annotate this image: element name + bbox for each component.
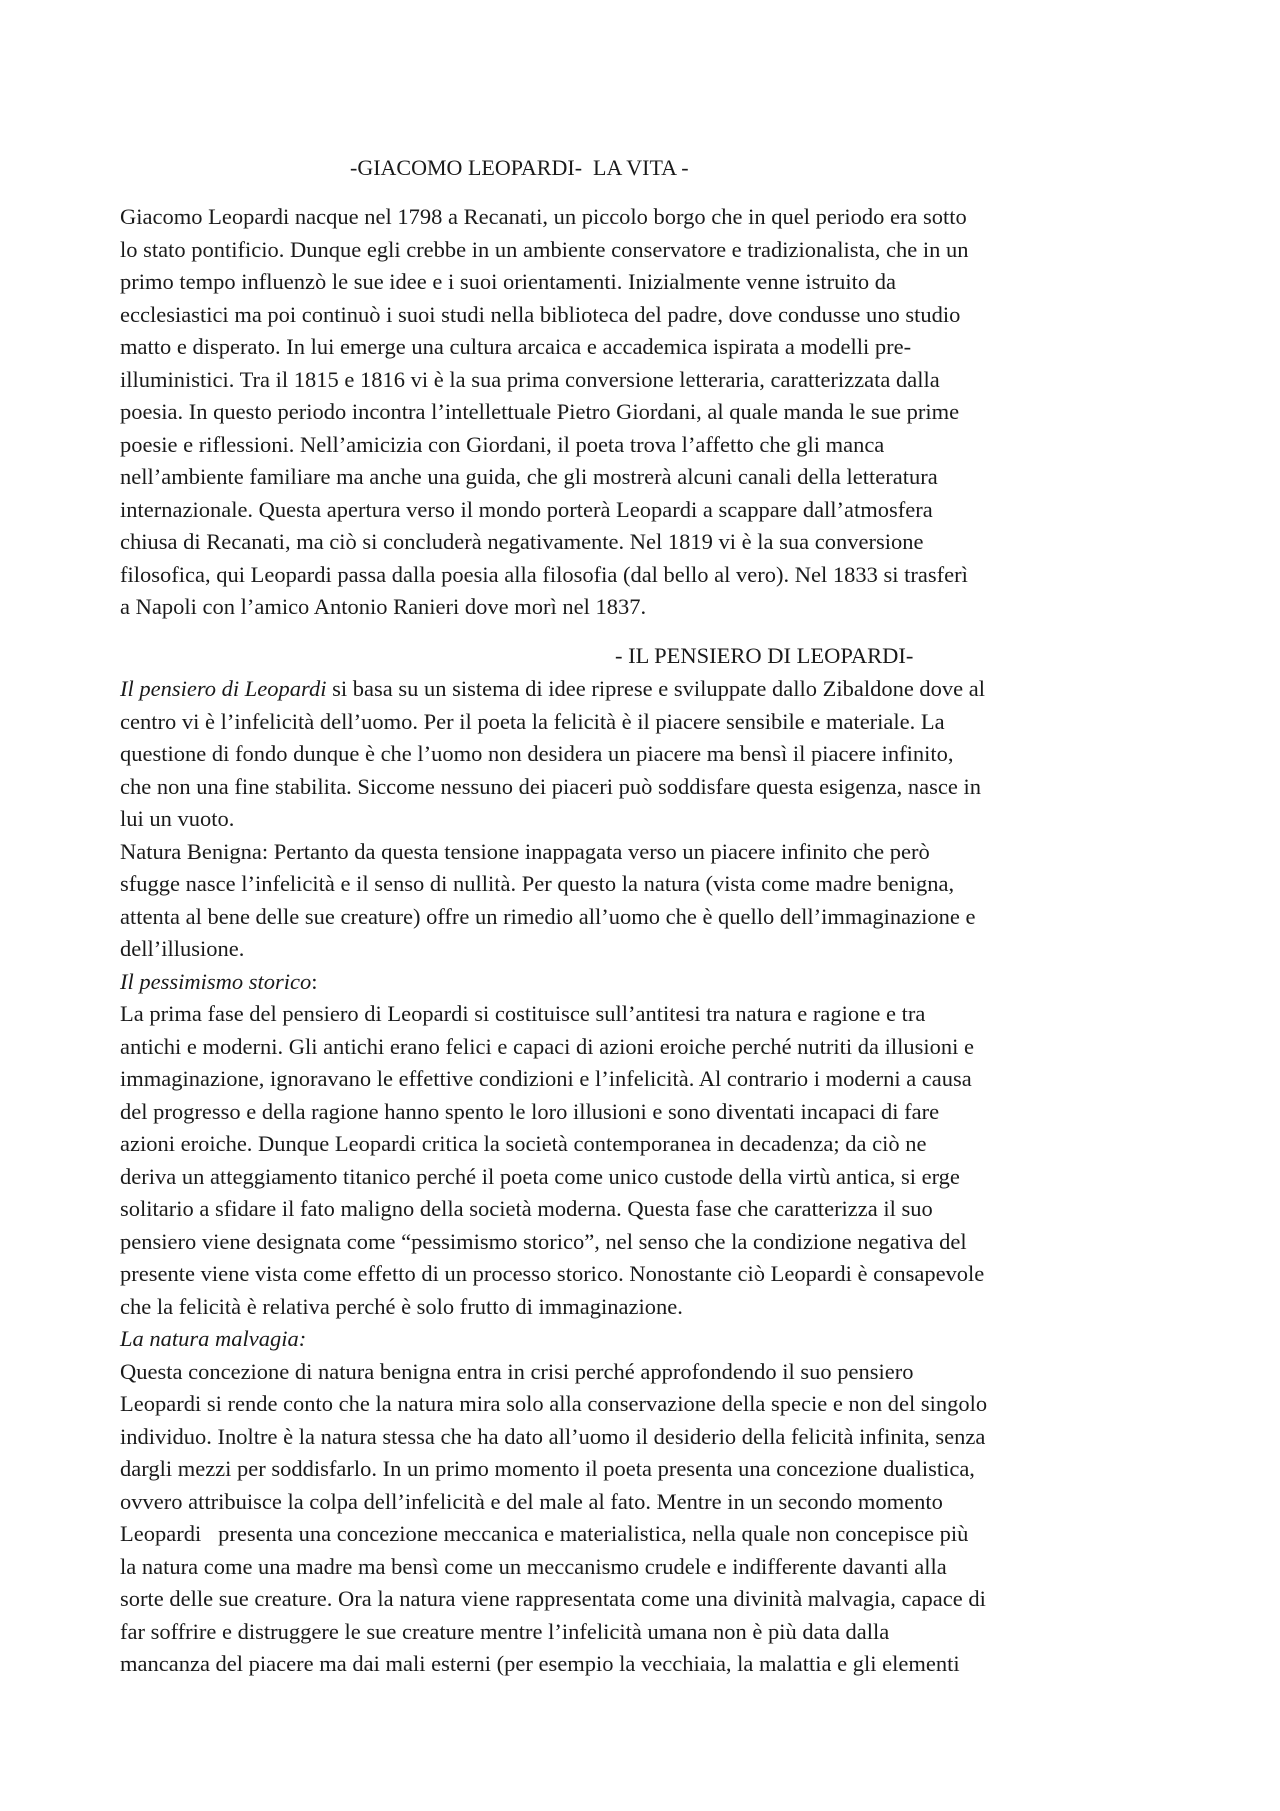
pensiero-paragraph xyxy=(120,673,1170,1681)
text-line: a Napoli con l’amico Antonio Ranieri dove morì nel 1837. xyxy=(120,594,647,619)
text-line: che non una fine stabilita. Siccome nessuno dei piaceri può soddisfare questa esigenza, nasce in xyxy=(120,773,981,799)
italic-term: Il pensiero di Leopardi xyxy=(120,676,327,701)
text-line: Leopardi si rende conto che la natura mira solo alla conservazione della specie e non del singolo xyxy=(120,1391,988,1416)
text-line: pensiero viene designata come “pessimismo storico”, nel senso che la condizione negativa del xyxy=(120,1228,967,1254)
text-line: chiusa di Recanati, ma ciò si concluderà negativamente. Nel 1819 vi è la sua conversione xyxy=(120,529,924,554)
text-line: Questa concezione di natura benigna entra in crisi perché approfondendo il suo pensiero xyxy=(120,1358,914,1384)
subheading-natura-malvagia: La natura malvagia: xyxy=(120,1326,307,1351)
text-line xyxy=(120,673,1170,706)
text-fragment: : xyxy=(311,968,318,994)
subheading-pessimismo xyxy=(120,966,1170,999)
text-line: Giacomo Leopardi nacque nel 1798 a Recanati, un piccolo borgo che in quel periodo era sotto xyxy=(120,204,967,229)
text-line: internazionale. Questa apertura verso il mondo porterà Leopardi a scappare dall’atmosfera xyxy=(120,496,933,522)
text-line: attenta al bene delle sue creature) offre un rimedio all’uomo che è quello dell’immaginazione e xyxy=(120,903,976,929)
text-line: che la felicità è relativa perché è solo frutto di immaginazione. xyxy=(120,1293,683,1319)
text-line: antichi e moderni. Gli antichi erano felici e capaci di azioni eroiche perché nutriti da illusioni e xyxy=(120,1033,975,1059)
text-line: del progresso e della ragione hanno spento le loro illusioni e sono diventati incapaci di fare xyxy=(120,1098,940,1124)
text-line: La prima fase del pensiero di Leopardi si costituisce sull’antitesi tra natura e ragione e tra xyxy=(120,1001,926,1026)
text-line: dell’illusione. xyxy=(120,936,245,961)
text-line: sorte delle sue creature. Ora la natura viene rappresentata come una divinità malvagia, capace di xyxy=(120,1586,986,1611)
text-line: poesie e riflessioni. Nell’amicizia con Giordani, il poeta trova l’affetto che gli manca xyxy=(120,431,885,457)
text-line: centro vi è l’infelicità dell’uomo. Per il poeta la felicità è il piacere sensibile e materiale. La xyxy=(120,708,945,734)
text-line: Leopardi presenta una concezione meccanica e materialistica, nella quale non concepisce più xyxy=(120,1521,969,1546)
text-line: ecclesiastici ma poi continuò i suoi studi nella biblioteca del padre, dove condusse uno studio xyxy=(120,301,961,327)
text-line: deriva un atteggiamento titanico perché il poeta come unico custode della virtù antica, si erge xyxy=(120,1163,960,1189)
text-line: poesia. In questo periodo incontra l’intellettuale Pietro Giordani, al quale manda le sue prime xyxy=(120,399,960,424)
page-title: -GIACOMO LEOPARDI- LA VITA - xyxy=(350,155,689,180)
text-line: sfugge nasce l’infelicità e il senso di nullità. Per questo la natura (vista come madre benigna, xyxy=(120,871,955,896)
text-fragment: si basa su un sistema di idee riprese e sviluppate dallo Zibaldone dove al xyxy=(326,676,986,701)
text-line: mancanza del piacere ma dai mali esterni (per esempio la vecchiaia, la malattia e gli elementi xyxy=(120,1651,960,1676)
text-line: primo tempo influenzò le sue idee e i suoi orientamenti. Inizialmente venne istruito da xyxy=(120,269,897,294)
text-line: azioni eroiche. Dunque Leopardi critica la società contemporanea in decadenza; da ciò ne xyxy=(120,1131,927,1156)
text-line: dargli mezzi per soddisfarlo. In un primo momento il poeta presenta una concezione dualistica, xyxy=(120,1456,975,1481)
text-line: questione di fondo dunque è che l’uomo non desidera un piacere ma bensì il piacere infinito, xyxy=(120,741,954,766)
text-line: nell’ambiente familiare ma anche una guida, che gli mostrerà alcuni canali della letteratura xyxy=(120,464,938,489)
text-line: far soffrire e distruggere le sue creature mentre l’infelicità umana non è più data dalla xyxy=(120,1618,890,1644)
text-line: lui un vuoto. xyxy=(120,806,235,831)
text-line: immaginazione, ignoravano le effettive condizioni e l’infelicità. Al contrario i moderni a causa xyxy=(120,1066,972,1091)
text-line: solitario a sfidare il fato maligno della società moderna. Questa fase che caratterizza il suo xyxy=(120,1196,933,1221)
text-line: la natura come una madre ma bensì come un meccanismo crudele e indifferente davanti alla xyxy=(120,1553,947,1579)
text-line: illuministici. Tra il 1815 e 1816 vi è la sua prima conversione letteraria, caratterizzata dalla xyxy=(120,366,940,392)
text-line: matto e disperato. In lui emerge una cultura arcaica e accademica ispirata a modelli pre- xyxy=(120,334,912,359)
section-heading-pensiero: - IL PENSIERO DI LEOPARDI- xyxy=(615,643,914,668)
italic-term: Il pessimismo storico xyxy=(120,968,312,994)
text-line: ovvero attribuisce la colpa dell’infelicità e del male al fato. Mentre in un secondo momento xyxy=(120,1488,943,1514)
text-line: filosofica, qui Leopardi passa dalla poesia alla filosofia (dal bello al vero). Nel 1833 si trasferì xyxy=(120,561,968,587)
text-line: lo stato pontificio. Dunque egli crebbe in un ambiente conservatore e tradizionalista, che in un xyxy=(120,236,969,262)
text-line: presente viene vista come effetto di un processo storico. Nonostante ciò Leopardi è consapevole xyxy=(120,1261,985,1286)
vita-paragraph xyxy=(120,201,1170,624)
text-line: Natura Benigna: Pertanto da questa tensione inappagata verso un piacere infinito che però xyxy=(120,838,930,864)
text-line: individuo. Inoltre è la natura stessa che ha dato all’uomo il desiderio della felicità infinita, senza xyxy=(120,1423,986,1449)
